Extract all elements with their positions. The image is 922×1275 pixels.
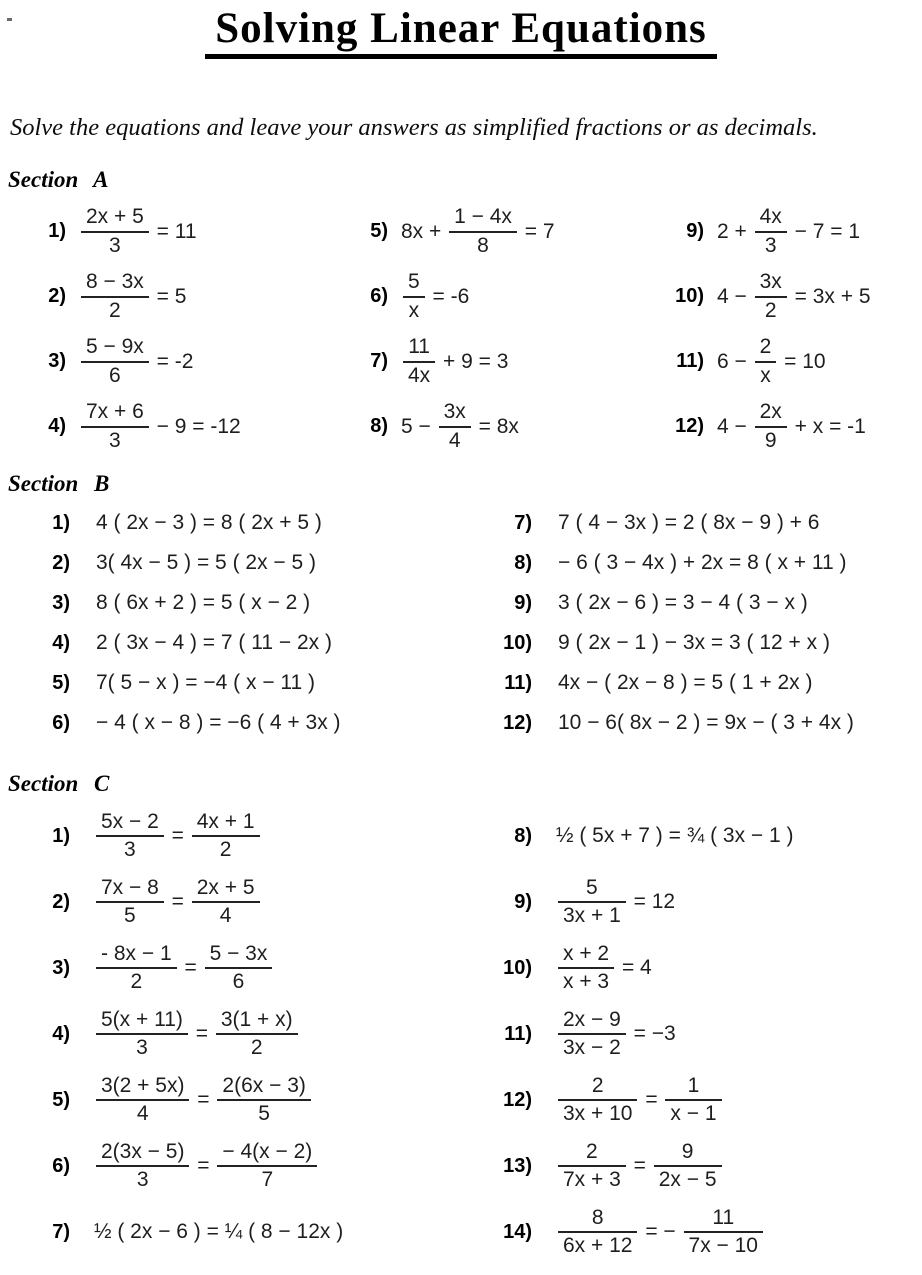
problem-number: 3) <box>52 956 70 979</box>
problem-number: 7) <box>370 350 388 372</box>
equation-text: = 8x <box>472 414 519 438</box>
equation-text: = -6 <box>426 284 470 308</box>
equation <box>96 591 310 615</box>
equation <box>401 400 519 452</box>
equation-text: 7 ( 4 − 3x ) = 2 ( 8x − 9 ) + 6 <box>558 511 820 534</box>
problem-row <box>348 264 664 329</box>
problem-number: 10) <box>503 956 532 979</box>
problem-row <box>664 329 922 394</box>
problem-number: 8) <box>514 824 532 847</box>
fraction-numerator: x + 2 <box>558 942 614 969</box>
equation-text: = <box>191 1154 216 1177</box>
fraction-numerator: 5 − 9x <box>81 335 149 362</box>
equation <box>717 400 866 452</box>
equation-text: = 3x + 5 <box>788 284 871 308</box>
fraction <box>558 942 614 994</box>
fraction <box>192 810 260 862</box>
section-a <box>0 167 922 459</box>
fraction <box>217 1140 317 1192</box>
problem-number: 6) <box>52 1154 70 1177</box>
fraction-numerator: 8 <box>558 1206 637 1233</box>
fraction-numerator: 2x − 9 <box>558 1008 626 1035</box>
fraction-denominator: x <box>408 298 420 322</box>
equation <box>558 711 854 735</box>
equation-text: − 9 = -12 <box>150 414 241 438</box>
equation-text: 4 ( 2x − 3 ) = 8 ( 2x + 5 ) <box>96 511 322 534</box>
equation-text: = − <box>639 1220 682 1243</box>
section-b <box>0 471 922 743</box>
problem-number: 2) <box>52 890 70 913</box>
fraction-numerator: − 4(x − 2) <box>217 1140 317 1167</box>
equation <box>79 400 241 452</box>
fraction-numerator: 4x <box>755 205 787 232</box>
equation <box>94 810 262 862</box>
fraction-denominator: 2 <box>109 298 121 322</box>
section-b-heading: Section B <box>8 471 110 496</box>
section-c <box>0 771 922 1265</box>
equation <box>717 205 860 257</box>
section-a-heading: Section A <box>8 167 109 192</box>
equation <box>558 511 819 535</box>
fraction <box>81 400 149 452</box>
equation-text: = <box>191 1088 216 1111</box>
problem-row <box>26 329 348 394</box>
equation <box>558 671 812 695</box>
equation-text: − 4 ( x − 8 ) = −6 ( 4 + 3x ) <box>96 711 341 734</box>
fraction <box>755 335 777 387</box>
problem-number: 5) <box>52 1088 70 1111</box>
problem-number: 9) <box>686 220 704 242</box>
fraction-numerator: 5 − 3x <box>205 942 273 969</box>
fraction-denominator: 7x + 3 <box>563 1168 621 1191</box>
problem-number: 2) <box>52 551 70 574</box>
problem-number: 7) <box>52 1220 70 1243</box>
equation-text: = 5 <box>150 284 187 308</box>
fraction <box>755 400 787 452</box>
equation <box>94 876 262 928</box>
problem-row <box>348 199 664 264</box>
fraction <box>96 1008 188 1060</box>
fraction <box>403 335 435 387</box>
equation <box>717 270 871 322</box>
problem-number: 7) <box>514 511 532 534</box>
problem-row <box>26 1133 488 1199</box>
fraction-numerator: 2x + 5 <box>192 876 260 903</box>
fraction-numerator: 3x <box>755 270 787 297</box>
problem-row <box>26 543 488 583</box>
problem-number: 1) <box>52 511 70 534</box>
problem-number: 1) <box>52 824 70 847</box>
problem-number: 4) <box>52 631 70 654</box>
fraction-denominator: 3 <box>764 233 777 257</box>
equation <box>79 335 193 387</box>
problem-row <box>26 663 488 703</box>
equation <box>401 335 508 387</box>
fraction-denominator: 2x − 5 <box>658 1168 717 1191</box>
fraction <box>558 1140 626 1192</box>
problem-number: 11) <box>676 350 704 372</box>
fraction-numerator: 2(6x − 3) <box>217 1074 310 1101</box>
fraction <box>81 205 149 257</box>
problem-row <box>26 583 488 623</box>
fraction <box>558 876 626 928</box>
fraction <box>96 1140 189 1192</box>
fraction-denominator: 4 <box>448 428 461 452</box>
problem-row <box>488 803 922 869</box>
problem-row <box>26 394 348 459</box>
fraction <box>684 1206 763 1258</box>
problem-row <box>488 663 922 703</box>
problem-number: 13) <box>503 1154 532 1177</box>
equation <box>558 631 830 655</box>
fraction-numerator: 1 <box>665 1074 721 1101</box>
problem-number: 2) <box>48 285 66 307</box>
problem-row <box>488 1001 922 1067</box>
problem-number: 9) <box>514 591 532 614</box>
equation-text: − 7 = 1 <box>788 219 861 243</box>
problem-number: 4) <box>48 415 66 437</box>
fraction-numerator: 2 <box>558 1140 626 1167</box>
fraction-denominator: 8 <box>477 233 489 257</box>
equation-text: = −3 <box>627 1022 676 1045</box>
equation-text: 5 − <box>401 414 437 438</box>
equation <box>94 1140 319 1192</box>
problem-number: 10) <box>503 631 532 654</box>
fraction-denominator: 4x <box>408 363 431 387</box>
fraction-denominator: 9 <box>764 428 777 452</box>
section-a-problems <box>26 199 922 459</box>
problem-number: 6) <box>370 285 388 307</box>
problem-row <box>488 1067 922 1133</box>
equation-text: 4 − <box>717 414 753 438</box>
fraction-numerator: 11 <box>684 1206 763 1233</box>
problem-number: 8) <box>514 551 532 574</box>
problem-row <box>26 1001 488 1067</box>
fraction-numerator: 9 <box>654 1140 722 1167</box>
fraction <box>216 1008 298 1060</box>
fraction-numerator: - 8x − 1 <box>96 942 177 969</box>
equation-text: = <box>165 890 190 913</box>
fraction <box>755 270 787 322</box>
problem-number: 9) <box>514 890 532 913</box>
equation-text: 8x + <box>401 219 448 243</box>
problem-number: 3) <box>52 591 70 614</box>
fraction-denominator: x <box>760 363 771 387</box>
equation-text: = <box>178 956 203 979</box>
equation-text: 10 − 6( 8x − 2 ) = 9x − ( 3 + 4x ) <box>558 711 854 734</box>
equation-text: = -2 <box>150 349 194 373</box>
page-title: Solving Linear Equations <box>205 4 717 59</box>
problem-column <box>26 803 488 1265</box>
fraction <box>81 270 149 322</box>
equation-text: 2 + <box>717 219 753 243</box>
equation-text: 7( 5 − x ) = −4 ( x − 11 ) <box>96 671 316 694</box>
equation <box>96 711 341 735</box>
equation <box>96 551 316 575</box>
fraction <box>217 1074 310 1126</box>
problem-column <box>664 199 922 459</box>
problem-row <box>488 703 922 743</box>
equation-text: 8 ( 6x + 2 ) = 5 ( x − 2 ) <box>96 591 311 614</box>
fraction-denominator: x − 1 <box>670 1102 717 1125</box>
fraction-denominator: 3 <box>109 233 121 257</box>
equation-text: = 7 <box>518 219 555 243</box>
problem-number: 4) <box>52 1022 70 1045</box>
fraction-denominator: 5 <box>124 904 136 927</box>
equation <box>556 942 652 994</box>
fraction-denominator: 3 <box>109 428 121 452</box>
fraction-denominator: 6 <box>232 970 245 993</box>
problem-row <box>488 503 922 543</box>
fraction <box>558 1008 626 1060</box>
problem-number: 8) <box>370 415 388 437</box>
fraction-denominator: 3x + 10 <box>563 1102 633 1125</box>
fraction-denominator: 6x + 12 <box>563 1234 633 1257</box>
fraction <box>558 1206 637 1258</box>
fraction-denominator: 4 <box>136 1102 149 1125</box>
fraction <box>205 942 273 994</box>
fraction-denominator: 3x + 1 <box>563 904 621 927</box>
equation <box>717 335 826 387</box>
equation-text: + x = -1 <box>788 414 866 438</box>
title-wrap <box>0 0 922 59</box>
problem-row <box>488 1199 922 1265</box>
fraction <box>81 335 149 387</box>
equation <box>96 631 332 655</box>
fraction <box>665 1074 721 1126</box>
scan-artifact <box>7 18 12 21</box>
fraction <box>96 942 177 994</box>
fraction-denominator: 2 <box>250 1036 263 1059</box>
equation <box>94 942 274 994</box>
equation-text: − 6 ( 3 − 4x ) + 2x = 8 ( x + 11 ) <box>558 551 847 574</box>
problem-number: 12) <box>503 711 532 734</box>
problem-row <box>488 623 922 663</box>
problem-row <box>348 329 664 394</box>
problem-row <box>26 199 348 264</box>
fraction-denominator: 5 <box>258 1102 270 1125</box>
problem-row <box>488 1133 922 1199</box>
fraction <box>439 400 471 452</box>
fraction <box>96 876 164 928</box>
problem-column <box>26 199 348 459</box>
problem-row <box>488 935 922 1001</box>
problem-row <box>348 394 664 459</box>
equation-text: = 4 <box>616 956 652 979</box>
fraction-numerator: 1 − 4x <box>449 205 517 232</box>
fraction-denominator: 3 <box>124 838 136 861</box>
fraction <box>96 1074 189 1126</box>
equation <box>556 876 675 928</box>
equation-text: = 11 <box>150 219 197 243</box>
equation <box>96 671 315 695</box>
fraction-numerator: 3(1 + x) <box>216 1008 298 1035</box>
problem-number: 12) <box>503 1088 532 1111</box>
equation-text: = <box>639 1088 664 1111</box>
fraction-denominator: 2 <box>130 970 143 993</box>
section-c-problems <box>26 803 922 1265</box>
equation-text: 2 ( 3x − 4 ) = 7 ( 11 − 2x ) <box>96 631 332 654</box>
equation <box>556 1008 676 1060</box>
equation-text: = <box>189 1022 214 1045</box>
section-b-problems <box>26 503 922 743</box>
equation-text: 4 − <box>717 284 753 308</box>
equation <box>556 1140 724 1192</box>
fraction-numerator: 2 <box>558 1074 637 1101</box>
fraction-numerator: 5 <box>558 876 626 903</box>
equation-text: ½ ( 2x − 6 ) = ¼ ( 8 − 12x ) <box>94 1220 344 1243</box>
problem-number: 6) <box>52 711 70 734</box>
problem-row <box>26 935 488 1001</box>
equation <box>79 270 186 322</box>
problem-row <box>664 264 922 329</box>
fraction <box>654 1140 722 1192</box>
problem-row <box>26 264 348 329</box>
fraction-numerator: 2 <box>755 335 777 362</box>
equation-text: = <box>627 1154 652 1177</box>
equation <box>79 205 197 257</box>
equation-text: = 10 <box>778 349 826 373</box>
problem-number: 14) <box>503 1220 532 1243</box>
fraction-numerator: 3x <box>439 400 471 427</box>
fraction-numerator: 5(x + 11) <box>96 1008 188 1035</box>
problem-row <box>26 703 488 743</box>
equation <box>94 1008 300 1060</box>
fraction-denominator: x + 3 <box>563 970 610 993</box>
fraction-numerator: 2(3x − 5) <box>96 1140 189 1167</box>
problem-row <box>664 199 922 264</box>
equation <box>401 270 469 322</box>
fraction-numerator: 11 <box>403 335 435 362</box>
fraction-denominator: 2 <box>764 298 777 322</box>
fraction-numerator: 3(2 + 5x) <box>96 1074 189 1101</box>
problem-column <box>488 503 922 743</box>
problem-row <box>26 869 488 935</box>
problem-number: 12) <box>675 415 704 437</box>
equation <box>96 511 322 535</box>
fraction-numerator: 2x <box>755 400 787 427</box>
section-c-heading: Section C <box>8 771 110 796</box>
problem-column <box>348 199 664 459</box>
problem-number: 5) <box>370 220 388 242</box>
problem-row <box>26 1199 488 1265</box>
fraction-denominator: 4 <box>219 904 232 927</box>
equation <box>556 1074 724 1126</box>
problem-number: 3) <box>48 350 66 372</box>
problem-column <box>488 803 922 1265</box>
fraction-denominator: 7x − 10 <box>688 1234 758 1257</box>
fraction-numerator: 8 − 3x <box>81 270 149 297</box>
equation <box>94 1220 343 1244</box>
equation-text: = <box>165 824 190 847</box>
equation-text: 3( 4x − 5 ) = 5 ( 2x − 5 ) <box>96 551 317 574</box>
equation <box>556 1206 765 1258</box>
equation <box>558 591 808 615</box>
equation <box>94 1074 313 1126</box>
equation-text: = 12 <box>627 890 676 913</box>
problem-row <box>26 503 488 543</box>
equation-text: 9 ( 2x − 1 ) − 3x = 3 ( 12 + x ) <box>558 631 830 654</box>
problem-row <box>664 394 922 459</box>
fraction <box>449 205 517 257</box>
problem-row <box>26 623 488 663</box>
equation <box>556 824 794 848</box>
fraction <box>96 810 164 862</box>
problem-column <box>26 503 488 743</box>
instruction-text: Solve the equations and leave your answers as simplified fractions or as decimals. <box>10 114 818 141</box>
problem-row <box>488 543 922 583</box>
fraction-denominator: 2 <box>219 838 232 861</box>
fraction-numerator: 5 <box>403 270 425 297</box>
fraction <box>558 1074 637 1126</box>
fraction-numerator: 7x − 8 <box>96 876 164 903</box>
problem-number: 11) <box>504 671 532 694</box>
problem-row <box>26 803 488 869</box>
equation-text: 4x − ( 2x − 8 ) = 5 ( 1 + 2x ) <box>558 671 813 694</box>
fraction-denominator: 3x − 2 <box>563 1036 621 1059</box>
fraction-denominator: 3 <box>136 1168 149 1191</box>
fraction-numerator: 4x + 1 <box>192 810 260 837</box>
fraction-numerator: 5x − 2 <box>96 810 164 837</box>
fraction <box>403 270 425 322</box>
fraction-denominator: 6 <box>109 363 121 387</box>
problem-row <box>488 869 922 935</box>
fraction <box>192 876 260 928</box>
fraction <box>755 205 787 257</box>
problem-number: 5) <box>52 671 70 694</box>
fraction-numerator: 7x + 6 <box>81 400 149 427</box>
fraction-denominator: 7 <box>261 1168 274 1191</box>
equation-text: + 9 = 3 <box>437 349 509 373</box>
problem-row <box>488 583 922 623</box>
problem-row <box>26 1067 488 1133</box>
equation-text: ½ ( 5x + 7 ) = ¾ ( 3x − 1 ) <box>556 824 794 847</box>
problem-number: 1) <box>48 220 66 242</box>
fraction-numerator: 2x + 5 <box>81 205 149 232</box>
equation <box>558 551 847 575</box>
problem-number: 10) <box>675 285 704 307</box>
equation-text: 6 − <box>717 349 753 373</box>
equation <box>401 205 555 257</box>
equation-text: 3 ( 2x − 6 ) = 3 − 4 ( 3 − x ) <box>558 591 808 614</box>
problem-number: 11) <box>504 1022 532 1045</box>
fraction-denominator: 3 <box>136 1036 148 1059</box>
